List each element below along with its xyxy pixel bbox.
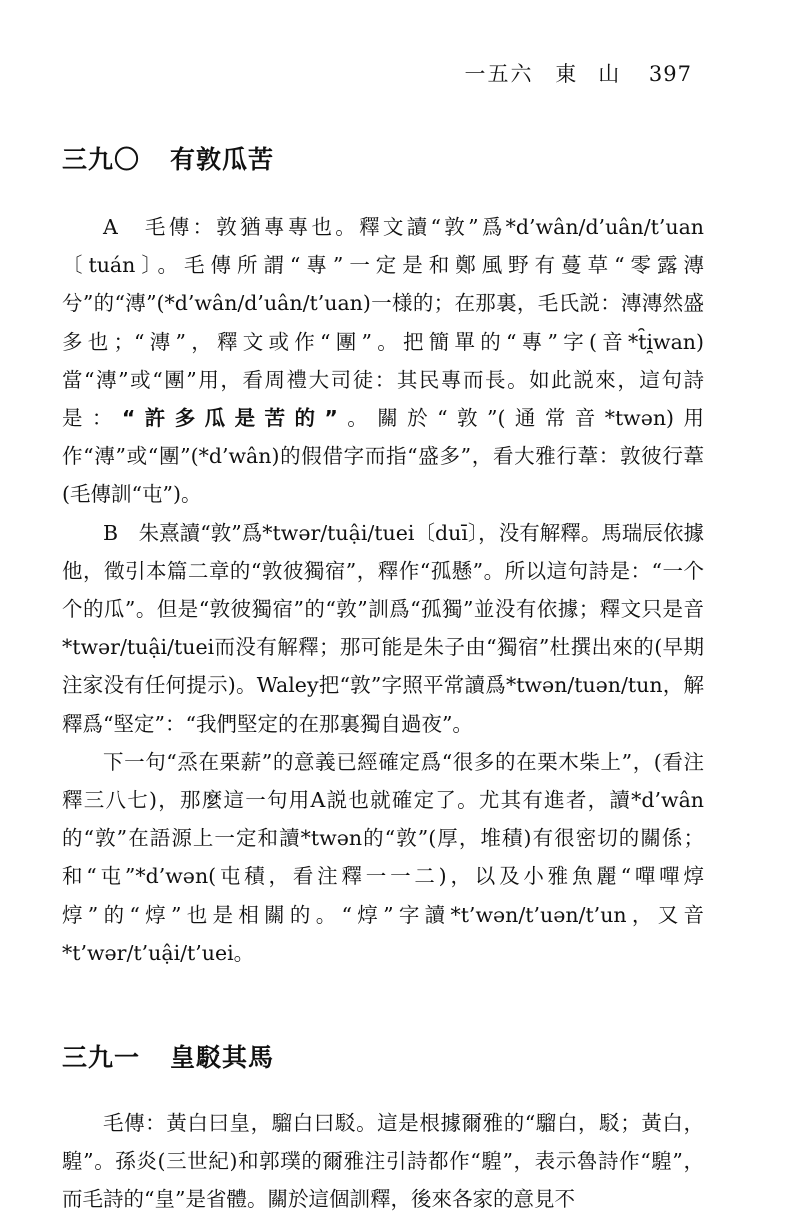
section-number: 三九〇 [62,145,141,174]
section-heading [62,1038,704,1078]
paragraph-text: 毛傳：黃白曰皇，騮白曰駁。這是根據爾雅的“騮白，駁；黃白，騜”。孫炎(三世紀)和郭璞的爾雅注引詩都作“騜”，表示魯詩作“騜”，而毛詩的“皇”是省體。關於這個訓釋，後來各家的意見不 [62,1111,704,1212]
paragraph-conclusion [62,743,704,972]
section-title: 皇駁其馬 [170,1043,275,1073]
paragraph-intro [62,1104,704,1219]
page-body [62,140,704,1219]
header-section-number: 一五六 [464,62,534,86]
section-heading [62,140,704,180]
paragraph-text: B 朱熹讀“敦”爲*twər/tuậi/tuei〔duī〕，没有解釋。馬瑞辰依據他，徵引本篇二章的“敦彼獨宿”，釋作“孤懸”。所以這句詩是：“一个个的瓜”。但是“敦彼獨宿”的“敦”訓爲“孤獨”並没有依據；釋文只是音*twər/tuậi/tuei而没有解釋；那可能是朱子由“獨宿”杜撰出來的(早期注家没有任何提示)。Waley把“敦”字照平常讀爲*twən/tuən/tun，解釋爲“堅定”：“我們堅定的在那裏獨自過夜”。 [62,520,704,736]
page-number: 397 [648,62,692,86]
header-chapter-title: 東山 [555,62,642,86]
section-title: 有敦瓜苦 [170,145,275,174]
section-number: 三九一 [62,1043,141,1073]
paragraph-text: 下一句“烝在栗薪”的意義已經確定爲“很多的在栗木柴上”，(看注釋三八七)，那麼這一句用A説也就確定了。尤其有進者，讀*d’wân的“敦”在語源上一定和讀*twən的“敦”(厚，堆積)有很密切的關係；和“屯”*d’wən(屯積，看注釋一一二)，以及小雅魚麗“嘽嘽焞焞”的“焞”也是相關的。“焞”字讀*t’wən/t’uən/t’un，又音*t’wər/t’uậi/t’uei。 [62,749,704,965]
paragraph-a [62,208,704,514]
running-header [465,58,692,88]
paragraph-text: 。關於“敦”(通常音*twən)用作“漙”或“團”(*d’wân)的假借字而指“盛多”，看大雅行葦：敦彼行葦(毛傳訓“屯”)。 [62,406,704,507]
paragraph-b [62,514,704,743]
paragraph-text: A 毛傳：敦猶專專也。釋文讀“敦”爲*d’wân/d’uân/t’uan〔tuán〕。毛傳所謂“專”一定是和鄭風野有蔓草“零露漙兮”的“漙”(*d’wân/d’uân/t’uan)一様的；在那裏，毛氏説：漙漙然盛多也；“漙”，釋文或作“團”。把簡單的“專”字(音*t̑i̯wan)當“漙”或“團”用，看周禮大司徒：其民專而長。如此説來，這句詩是： [62,215,704,431]
emphasized-translation: “許多瓜是苦的” [121,406,338,431]
